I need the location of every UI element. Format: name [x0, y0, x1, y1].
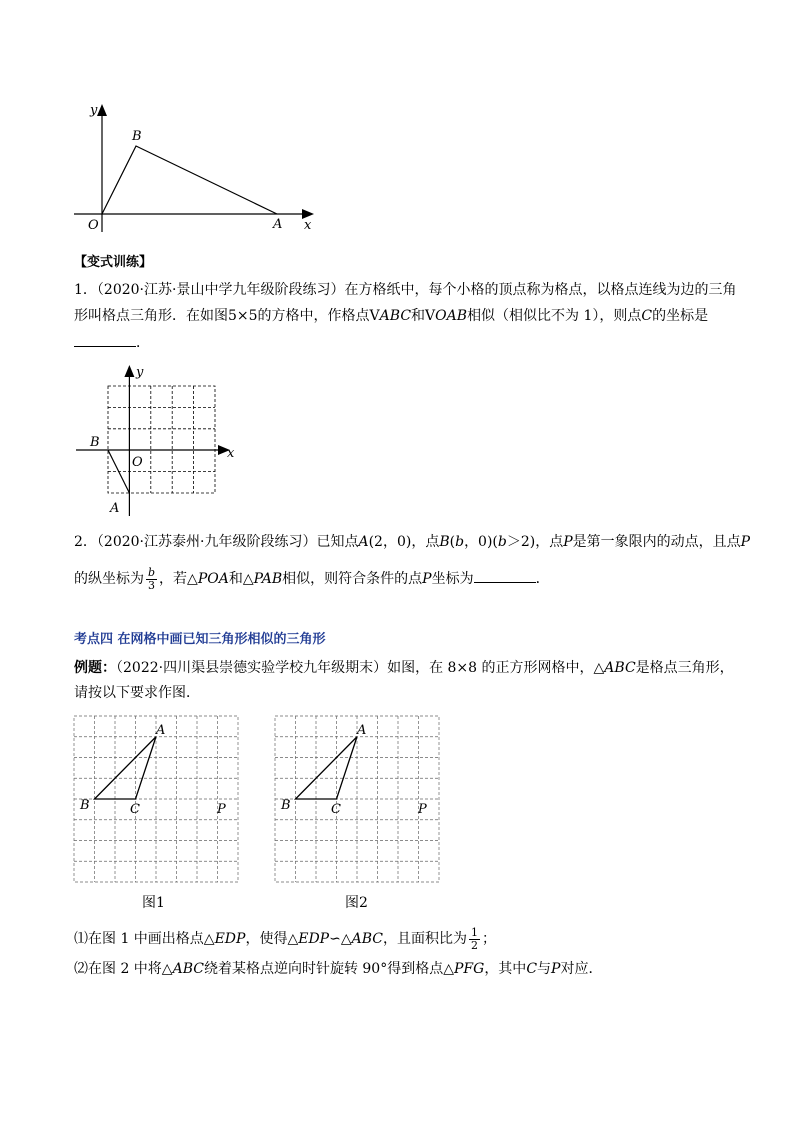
q1-text-b1: 形叫格点三角形．在如图5×5的方格中，作格点 — [74, 308, 370, 324]
grid-figure-1 — [72, 714, 242, 886]
caption-figure-1: 图1 — [142, 895, 165, 911]
q1-sym1: V — [369, 308, 380, 324]
part1-line — [74, 924, 496, 954]
part2-pfg: PFG — [453, 961, 485, 977]
example-abc: ABC — [604, 660, 636, 676]
q2-number: 2 — [74, 534, 83, 550]
q2-t2: (2，0)，点 — [368, 534, 440, 550]
q2-line2-d: 相似，则符合条件的点 — [282, 571, 423, 587]
q2-line2-c: 和△ — [228, 571, 254, 587]
q2-end: ． — [535, 571, 550, 587]
part1-frac-num: 1 — [470, 925, 478, 939]
q1-end: ． — [136, 335, 150, 351]
part1-frac-den: 2 — [470, 938, 478, 952]
q1-label-a: A — [110, 501, 120, 516]
example-text: （2022·四川渠县崇德实验学校九年级期末）如图，在 8×8 的正方形网格中，△ — [116, 660, 605, 676]
part2-c: ，其中 — [484, 961, 527, 977]
q2-pb2: b — [455, 534, 465, 550]
y-axis-arrow — [97, 104, 107, 116]
part2-e: 对应． — [560, 961, 603, 977]
q1-y-arrow — [124, 365, 134, 377]
q2-t1: 已知点 — [316, 534, 359, 550]
q2-pp3: P — [422, 571, 432, 587]
q1-line1: 1．（2020·江苏·景山中学九年级阶段练习）在方格纸中，每个小格的顶点称为格点，以格点连线为边的三角 — [74, 282, 737, 298]
q1-sym2: V — [425, 308, 436, 324]
variant-heading: 【变式训练】 — [74, 255, 153, 270]
q2-answer-blank[interactable] — [474, 568, 536, 583]
label-a: A — [273, 217, 283, 232]
q2-t4: ，0)( — [464, 534, 498, 550]
q1-dashed-grid — [108, 386, 215, 493]
part1-c: ∽△ — [329, 931, 352, 947]
q2-line2-e: 坐标为 — [431, 571, 474, 587]
q1-label-y: y — [136, 365, 144, 380]
q2-fraction — [146, 567, 157, 592]
q1-label-x: x — [227, 446, 235, 461]
q2-line2 — [74, 564, 550, 594]
q2-pp: P — [563, 534, 573, 550]
q2-line2-a: 的纵坐标为 — [74, 571, 144, 587]
q1-line2 — [74, 305, 708, 327]
grid-1-label-b: B — [80, 798, 90, 813]
q1-text-b3: 的坐标是 — [652, 308, 709, 324]
caption-figure-2: 图2 — [345, 895, 368, 911]
q2-frac-den: 3 — [148, 578, 156, 592]
q2-frac-num: b — [148, 565, 156, 579]
q2-pb: B — [439, 534, 450, 550]
label-y: y — [90, 103, 98, 118]
grid-2-label-p: P — [418, 802, 427, 817]
q2-line2-b: ，若△ — [159, 571, 198, 587]
q1-number: 1 — [74, 282, 83, 298]
grid-1-label-a: A — [156, 723, 166, 738]
part2-p: P — [551, 961, 561, 977]
part2-b: 绕着某格点逆向时针旋转 90°得到格点△ — [203, 961, 454, 977]
part1-edp2: EDP — [298, 931, 330, 947]
q1-source: （2020·江苏·景山中学九年级阶段练习） — [96, 282, 345, 298]
q1-text-a: 在方格纸中，每个小格的顶点称为格点，以格点连线为边的三角 — [344, 282, 737, 298]
grid-2-triangle-abc — [296, 737, 358, 799]
q1-and: 和 — [411, 308, 426, 324]
part2-d: 与 — [537, 961, 552, 977]
q1-segment-ba — [108, 450, 129, 493]
q2-pab: PAB — [253, 571, 283, 587]
q1-c: C — [641, 308, 653, 324]
q1-grid-figure — [70, 360, 250, 520]
q2-pb3: b — [497, 534, 507, 550]
q2-t5: ＞2)，点 — [506, 534, 564, 550]
label-b: B — [132, 129, 142, 144]
part2-a: ⑵在图 2 中将△ — [74, 961, 173, 977]
q1-line3 — [74, 332, 150, 354]
part2-abc: ABC — [172, 961, 204, 977]
label-o: O — [88, 218, 99, 233]
part1-a: ⑴在图 1 中画出格点△ — [74, 931, 215, 947]
q1-abc: ABC — [379, 308, 412, 324]
example-line1 — [74, 657, 734, 679]
q2-t6: 是第一象限内的动点，且点 — [572, 534, 741, 550]
example-label: 例题： — [74, 660, 116, 676]
q2-pp2: P — [740, 534, 751, 550]
q1-answer-blank[interactable] — [74, 332, 136, 347]
part1-abc: ABC — [351, 931, 383, 947]
grid-figure-2 — [273, 714, 443, 886]
grid-1-label-c: C — [130, 802, 140, 817]
example-text2: 是格点三角形， — [635, 660, 734, 676]
label-x: x — [304, 218, 312, 233]
q2-line1: 2．（2020·江苏泰州·九年级阶段练习）已知点A(2，0)，点B(b，0)(b＞2)，点P是第一象限内的动点，且点P — [74, 534, 751, 550]
part2-line — [74, 958, 602, 980]
part1-b: ，使得△ — [245, 931, 299, 947]
grid-2-label-a: A — [357, 723, 367, 738]
part1-fraction — [469, 927, 480, 952]
grid-2-label-c: C — [331, 802, 341, 817]
q2-t3: ( — [449, 534, 456, 550]
grid-1-triangle-abc — [95, 737, 157, 799]
q1-label-b: B — [90, 435, 100, 450]
grid-2-label-b: B — [281, 798, 291, 813]
part1-d: ，且面积比为 — [382, 931, 467, 947]
q1-text-b2: 相似（相似比不为 1），则点 — [467, 308, 642, 324]
example-line2: 请按以下要求作图． — [74, 685, 200, 701]
section4-heading: 考点四 在网格中画已知三角形相似的三角形 — [74, 632, 326, 647]
triangle-obA — [102, 146, 277, 214]
part1-e: ； — [481, 931, 496, 947]
q1-label-o: O — [132, 455, 143, 470]
q2-poa: POA — [197, 571, 229, 587]
q2-source: （2020·江苏泰州·九年级阶段练习） — [96, 534, 317, 550]
top-triangle-figure — [70, 98, 330, 238]
part2-cc: C — [526, 961, 538, 977]
q1-oab: OAB — [435, 308, 468, 324]
grid-1-label-p: P — [217, 802, 226, 817]
q2-pa: A — [358, 534, 369, 550]
part1-edp: EDP — [214, 931, 246, 947]
